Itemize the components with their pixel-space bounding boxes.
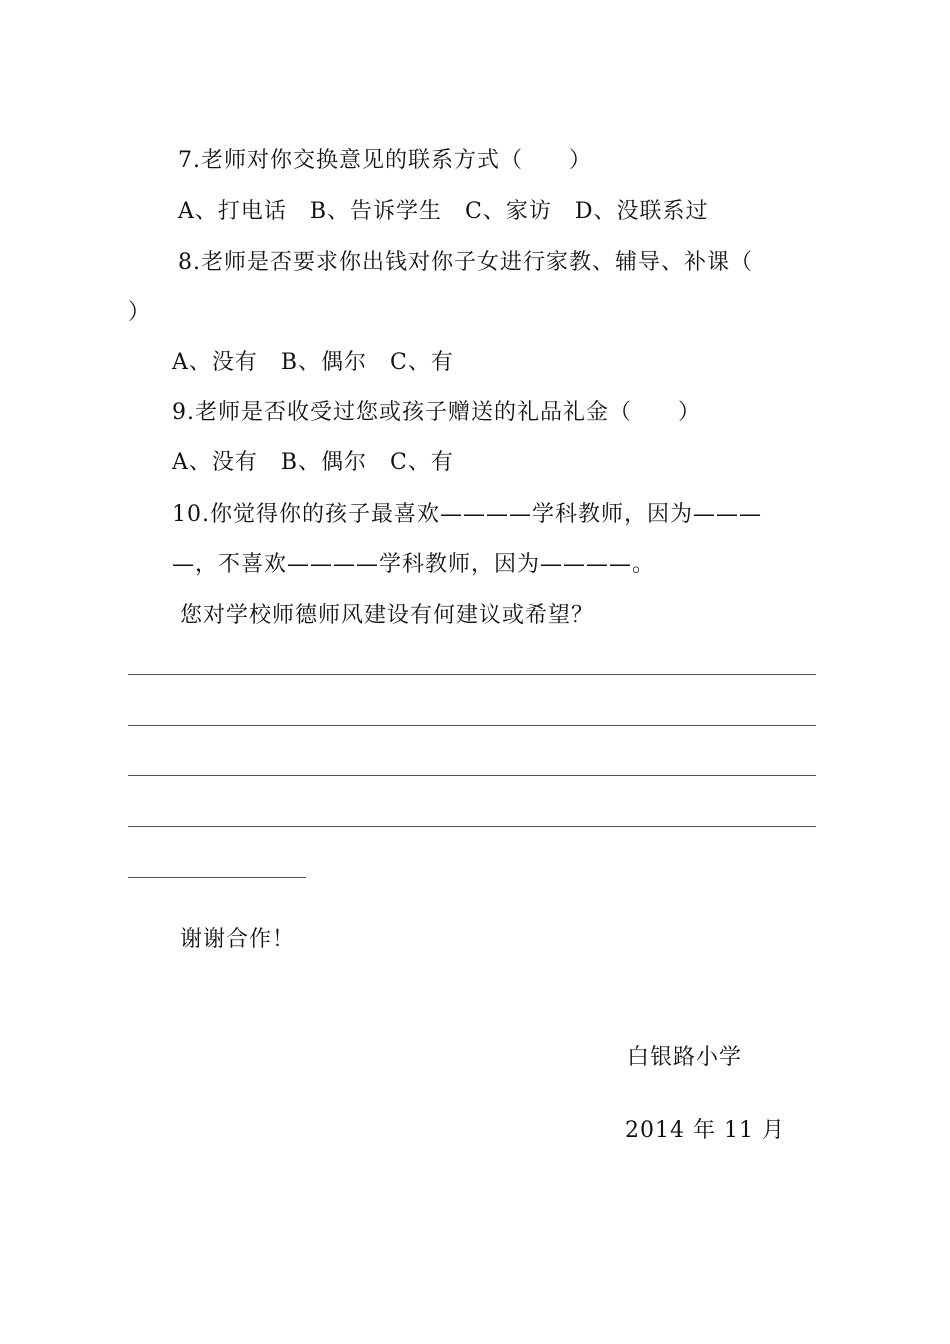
answer-line-4[interactable] <box>128 826 816 827</box>
q10-question-continuation: —，不喜欢————学科教师，因为————。 <box>172 552 656 577</box>
q9-question: 9.老师是否收受过您或孩子赠送的礼品礼金（ ） <box>172 400 701 425</box>
suggestion-prompt: 您对学校师德师风建设有何建议或希望？ <box>180 603 595 628</box>
q8-options: A、没有 B、偶尔 C、有 <box>172 350 454 375</box>
thanks-text: 谢谢合作！ <box>180 927 296 952</box>
q10-question: 10.你觉得你的孩子最喜欢————学科教师，因为——— <box>172 502 762 527</box>
answer-line-5[interactable] <box>128 877 306 878</box>
q9-options: A、没有 B、偶尔 C、有 <box>172 450 454 475</box>
q7-question: 7.老师对你交换意见的联系方式（ ） <box>178 148 592 173</box>
q8-question-continuation: ） <box>128 300 152 325</box>
q7-options: A、打电话 B、告诉学生 C、家访 D、没联系过 <box>178 199 709 224</box>
answer-line-2[interactable] <box>128 725 816 726</box>
document-date: 2014 年 11 月 <box>625 1118 785 1143</box>
school-name: 白银路小学 <box>627 1045 743 1070</box>
answer-line-3[interactable] <box>128 775 816 776</box>
q8-question: 8.老师是否要求你出钱对你子女进行家教、辅导、补课（ <box>178 250 753 275</box>
answer-line-1[interactable] <box>128 674 816 675</box>
